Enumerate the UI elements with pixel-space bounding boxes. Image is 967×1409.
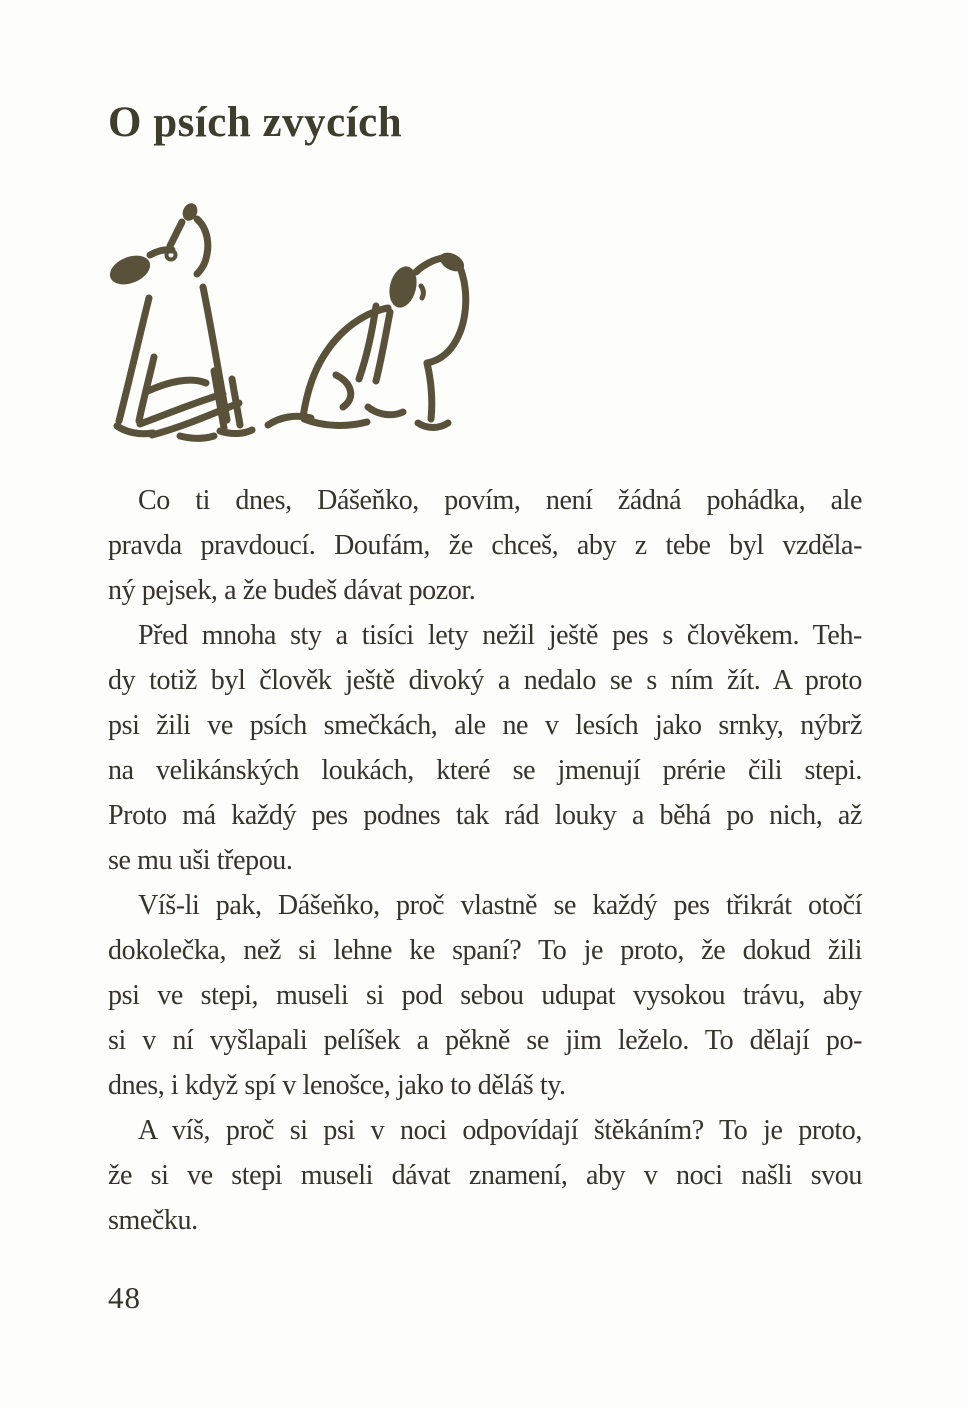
- paragraph-2-line-2: dy totiž byl člověk ještě divoký a nedalo se s ním žít. A proto: [108, 665, 862, 696]
- paragraph-2-line-4: na velikánských loukách, které se jmenují prérie čili stepi.: [108, 755, 862, 786]
- paragraph-3-line-3: psi ve stepi, museli si pod sebou udupat vysokou trávu, aby: [108, 980, 862, 1011]
- paragraph-4-line-3: smečku.: [108, 1205, 198, 1236]
- paragraph-1-line-3: ný pejsek, a že budeš dávat pozor.: [108, 575, 476, 606]
- paragraph-4-line-2: že si ve stepi museli dávat znamení, aby v noci našli svou: [108, 1160, 862, 1191]
- paragraph-3-line-5: dnes, i když spí v lenošce, jako to děláš ty.: [108, 1070, 566, 1101]
- paragraph-3-line-4: si v ní vyšlapali pelíšek a pěkně se jim leželo. To dělají po-: [108, 1025, 862, 1056]
- chapter-title: O psích zvycích: [108, 99, 403, 146]
- paragraph-1-line-2: pravda pravdoucí. Doufám, že chceš, aby z tebe byl vzděla-: [108, 530, 862, 561]
- text-block: [108, 478, 862, 1243]
- paragraph-4-line-1: A víš, proč si psi v noci odpovídají štěkáním? To je proto,: [138, 1115, 862, 1146]
- paragraph-2-line-6: se mu uši třepou.: [108, 845, 293, 876]
- paragraph-2-line-1: Před mnoha sty a tisíci lety nežil ještě pes s člověkem. Teh-: [138, 620, 862, 651]
- right-puppy-sketch: [268, 249, 467, 428]
- dogs-illustration-svg: [90, 192, 502, 456]
- paragraph-1-line-1: Co ti dnes, Dášeňko, povím, není žádná pohádka, ale: [138, 485, 862, 516]
- dogs-illustration: [90, 192, 502, 456]
- paragraph-2-line-5: Proto má každý pes podnes tak rád louky a běhá po nich, až: [108, 800, 862, 831]
- paragraph-3-line-2: dokolečka, než si lehne ke spaní? To je proto, že dokud žili: [108, 935, 862, 966]
- left-puppy-sketch: [106, 201, 252, 438]
- page-number: 48: [108, 1280, 141, 1315]
- paragraph-3-line-1: Víš-li pak, Dášeňko, proč vlastně se každý pes třikrát otočí: [138, 890, 862, 921]
- paragraph-2-line-3: psi žili ve psích smečkách, ale ne v lesích jako srnky, nýbrž: [108, 710, 862, 741]
